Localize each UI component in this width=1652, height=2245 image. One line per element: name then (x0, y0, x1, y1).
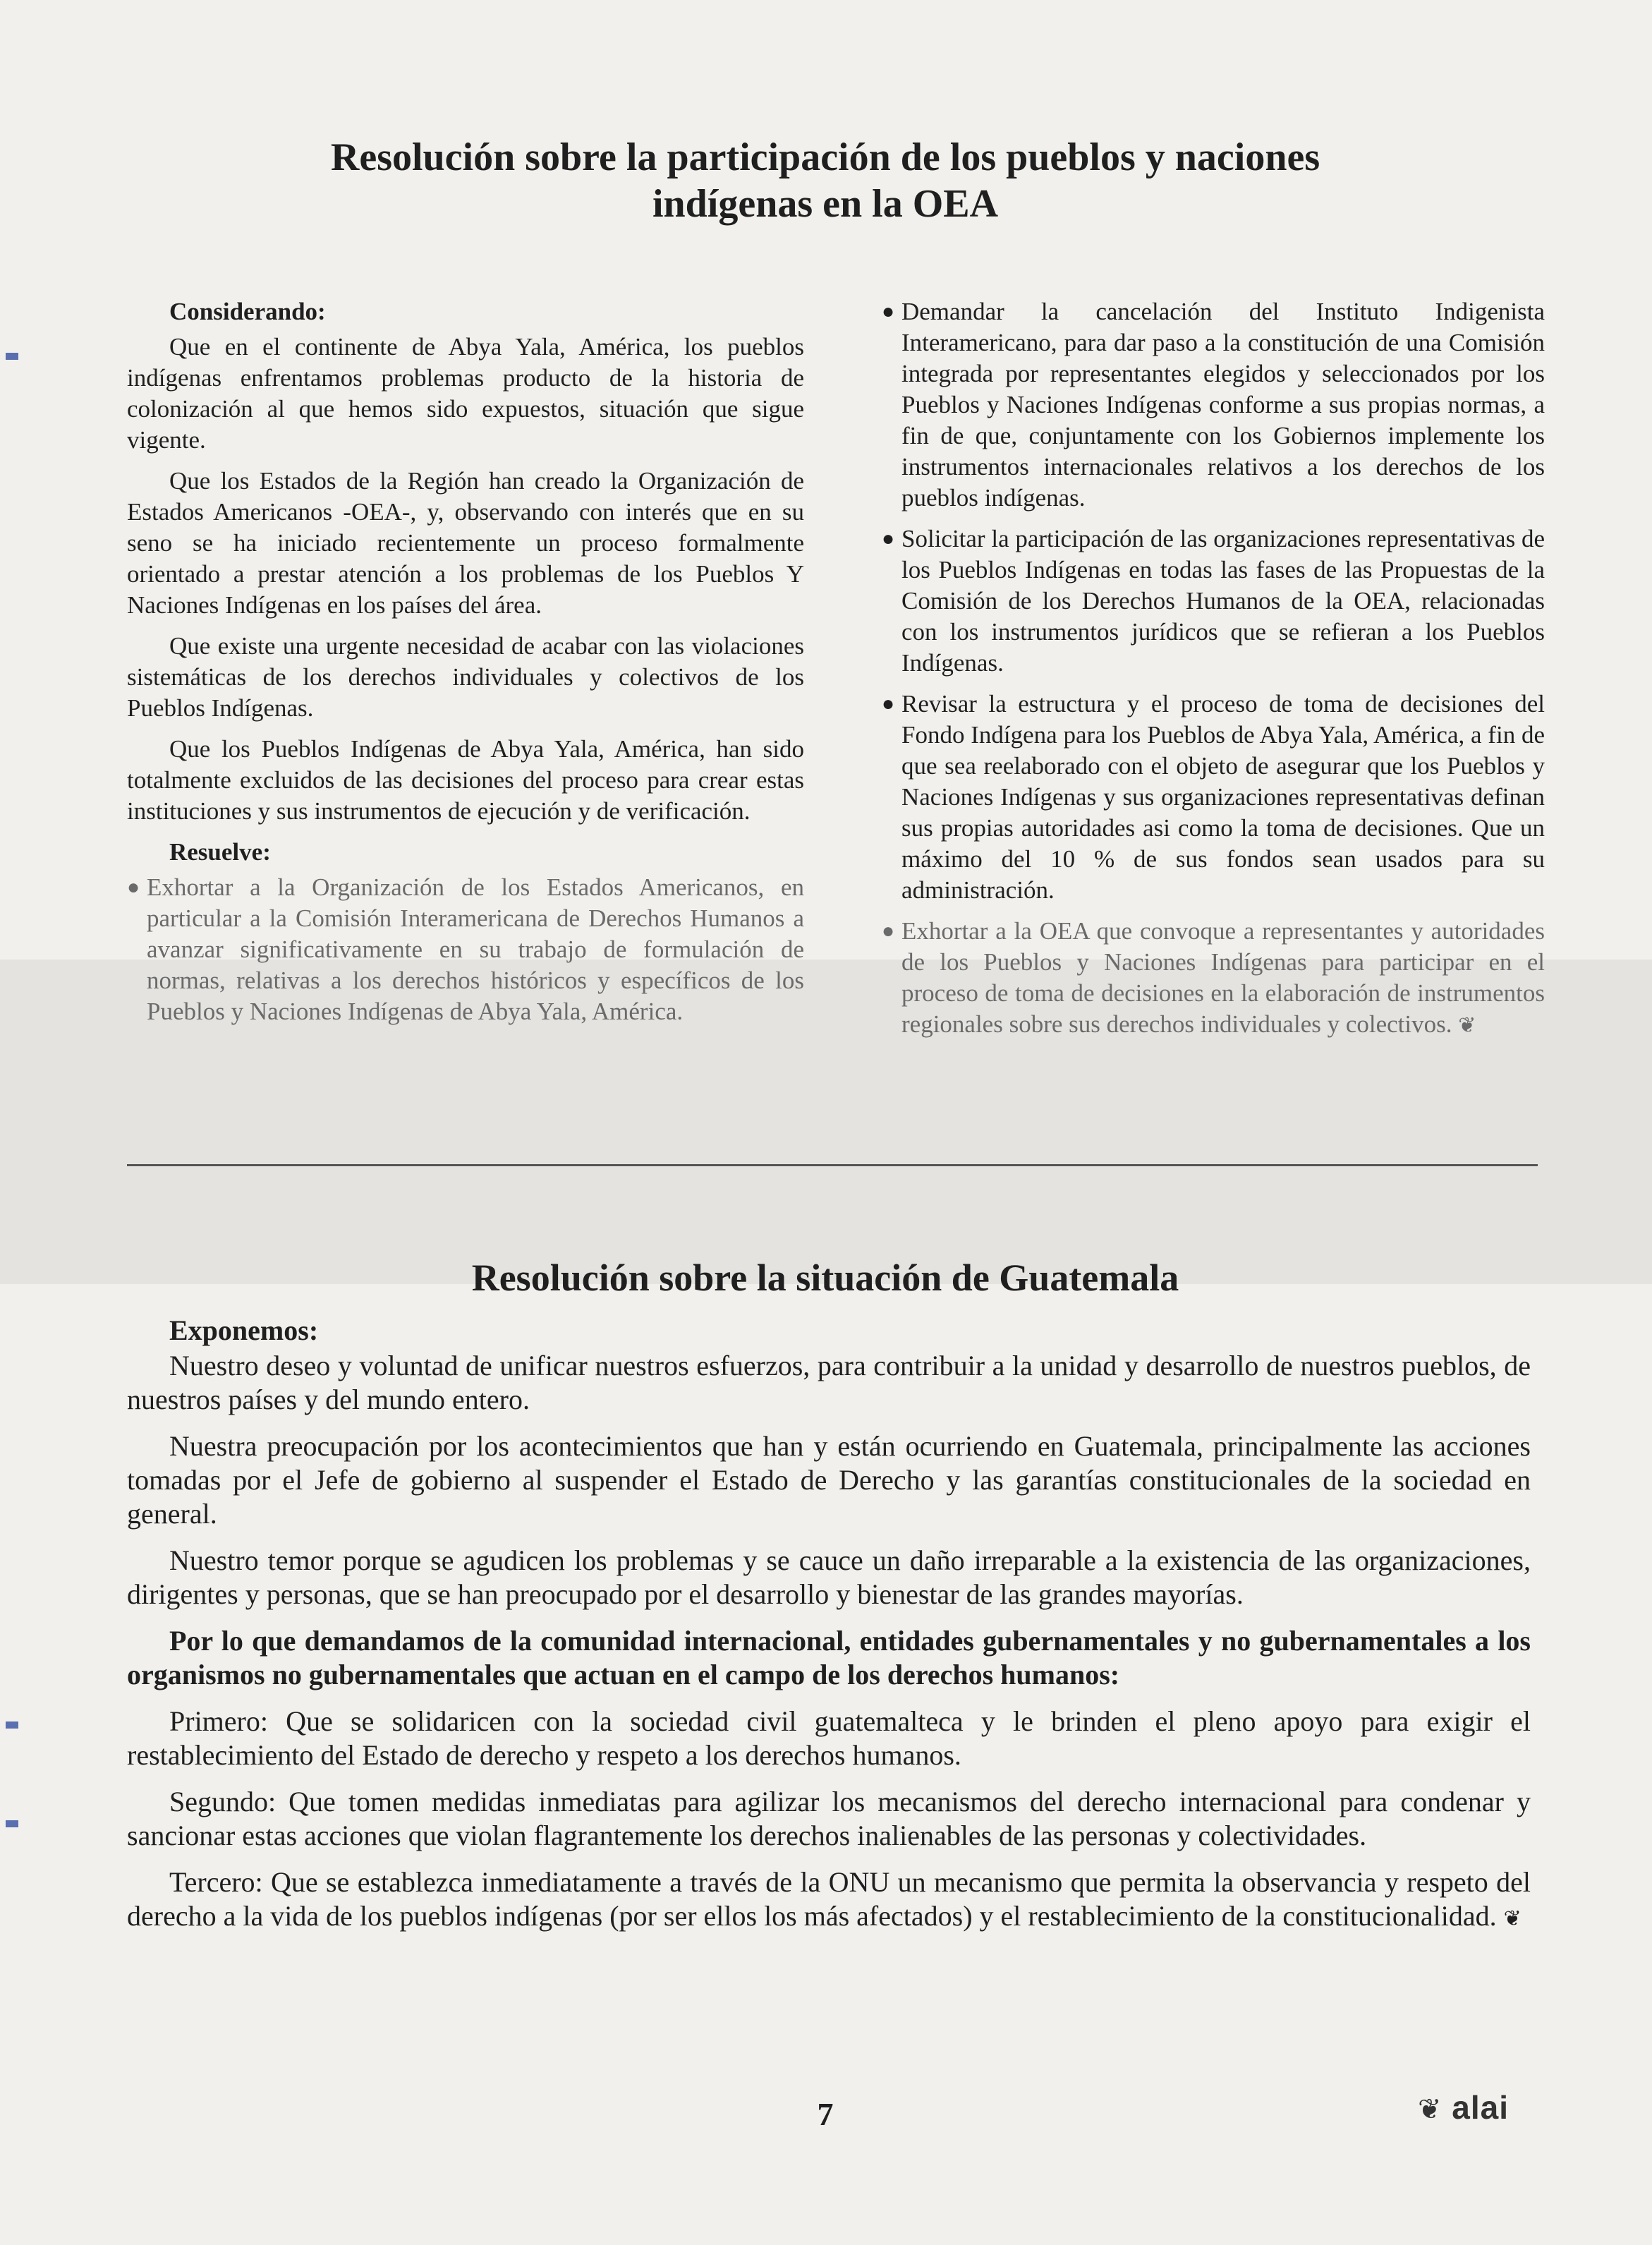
alai-end-mark-icon: ❦ (1503, 1906, 1522, 1931)
section1-right-column (882, 296, 1545, 1051)
demand-intro-paragraph: Por lo que demandamos de la comunidad internacional, entidades gubernamentales y no gubernamentales a los organismos no gubernamentales que actuan en el campo de los derechos humanos: (127, 1625, 1531, 1690)
logo-text: alai (1452, 2089, 1510, 2126)
resolution-item (127, 872, 804, 1027)
considerando-paragraph: Que los Pueblos Indígenas de Abya Yala, América, han sido totalmente excluidos de las decisiones del proceso para crear estas instituciones y sus instrumentos de ejecución y de verificación. (127, 735, 804, 825)
section2-title: Resolución sobre la situación de Guatemala (471, 1257, 1179, 1299)
exponemos-label: Exponemos: (169, 1314, 319, 1346)
demand-paragraph (127, 1865, 1531, 1936)
demand-paragraph: Primero: Que se solidaricen con la sociedad civil guatemalteca y le brinden el pleno apoyo para exigir el restablecimiento del Estado de derecho y respeto a los derechos humanos. (127, 1705, 1531, 1771)
considerando-paragraph: Que los Estados de la Región han creado la Organización de Estados Americanos -OEA-, y, observando con interés que en su seno se ha iniciado recientemente un proceso formalmente orientado a prestar atención a los problemas de los Pueblos Y Naciones Indígenas en los países del área. (127, 467, 804, 619)
exponemos-paragraph: Nuestro temor porque se agudicen los problemas y se cauce un daño irreparable a la existencia de las organizaciones, dirigentes y personas, que se han preocupado por el desarrollo y bienestar de las grandes mayorías. (127, 1544, 1531, 1610)
alai-end-mark-icon: ❦ (1458, 1013, 1476, 1038)
resolution-item (882, 296, 1545, 514)
publisher-logo (1418, 2088, 1524, 2131)
bullet-dot-icon: ● (882, 692, 895, 715)
alai-logo-icon: ❦ (1418, 2093, 1443, 2126)
resolution-item-text: Revisar la estructura y el proceso de toma de decisiones del Fondo Indígena para los Pueblos de Abya Yala, América, a fin de que sea reelaborado con el objeto de asegurar que los Pueblos y Naciones Indígenas y sus organizaciones representativas definan sus propias autoridades asi como la toma de decisiones. Que un máximo del 10 % de sus fondos sean usados para su administración. (901, 690, 1545, 904)
binding-mark (6, 1820, 18, 1827)
resolution-item-text: Exhortar a la OEA que convoque a representantes y autoridades de los Pueblos y Naciones Indígenas para participar en el proceso de toma de decisiones en la elaboración de instrumentos regionales sobre sus derechos individuales y colectivos. (901, 917, 1545, 1038)
considerando-paragraph: Que existe una urgente necesidad de acabar con las violaciones sistemáticas de los derechos individuales y colectivos de los Pueblos Indígenas. (127, 632, 804, 722)
exponemos-paragraph: Nuestro deseo y voluntad de unificar nuestros esfuerzos, para contribuir a la unidad y desarrollo de nuestros pueblos, de nuestros países y del mundo entero. (127, 1350, 1531, 1415)
demand-paragraph: Segundo: Que tomen medidas inmediatas para agilizar los mecanismos del derecho internacional para condenar y sancionar estas acciones que violan flagrantemente los derechos inalienables de las personas y colectividades. (127, 1786, 1531, 1851)
bullet-dot-icon: ● (882, 300, 895, 323)
bullet-dot-icon: ● (127, 876, 140, 899)
considerando-paragraph: Que en el continente de Abya Yala, América, los pueblos indígenas enfrentamos problemas producto de la historia de colonización al que hemos sido expuestos, situación que sigue vigente. (127, 333, 804, 454)
resolution-item (882, 689, 1545, 906)
binding-mark (6, 1721, 18, 1729)
resolution-item-text: Solicitar la participación de las organizaciones representativas de los Pueblos Indígenas en todas las fases de las Propuestas de la Comisión de los Derechos Humanos de la OEA, relacionadas con los instrumentos jurídicos que se refieran a los Pueblos Indígenas. (901, 525, 1545, 677)
exponemos-paragraph: Nuestra preocupación por los acontecimientos que han y están ocurriendo en Guatemala, principalmente las acciones tomadas por el Jefe de gobierno al suspender el Estado de Derecho y las garantías constitucionales de la sociedad en general. (127, 1430, 1531, 1530)
bullet-dot-icon: ● (882, 527, 895, 550)
section1-left-column (127, 296, 804, 1037)
resolution-item (882, 524, 1545, 679)
binding-mark (6, 353, 18, 360)
demand-paragraph-text: Tercero: Que se establezca inmediatamente a través de la ONU un mecanismo que permita la observancia y respeto del derecho a la vida de los pueblos indígenas (por ser ellos los más afectados) y el restablecimiento de la constitucionalidad. (127, 1866, 1531, 1932)
section2-body (127, 1314, 1531, 1949)
page-number: 7 (817, 2096, 834, 2132)
bullet-dot-icon: ● (882, 919, 895, 943)
resolution-item (882, 916, 1545, 1041)
resuelve-label: Resuelve: (169, 838, 271, 866)
considerando-label: Considerando: (169, 298, 326, 325)
section1-title: Resolución sobre la participación de los pueblos y naciones indígenas en la OEA (330, 135, 1320, 226)
resolution-item-text: Demandar la cancelación del Instituto Indigenista Interamericano, para dar paso a la constitución de una Comisión integrada por representantes elegidos y seleccionados por los Pueblos y Naciones Indígenas conforme a sus propias normas, a fin de que, conjuntamente con los Gobiernos implemente los instrumentos internacionales relativos a los derechos de los pueblos indígenas. (901, 298, 1545, 512)
section-divider (127, 1164, 1538, 1166)
resolution-item-text: Exhortar a la Organización de los Estados Americanos, en particular a la Comisión Interamericana de Derechos Humanos a avanzar significativamente en su trabajo de formulación de normas, relativas a los derechos históricos y específicos de los Pueblos y Naciones Indígenas de Abya Yala, América. (147, 873, 804, 1025)
